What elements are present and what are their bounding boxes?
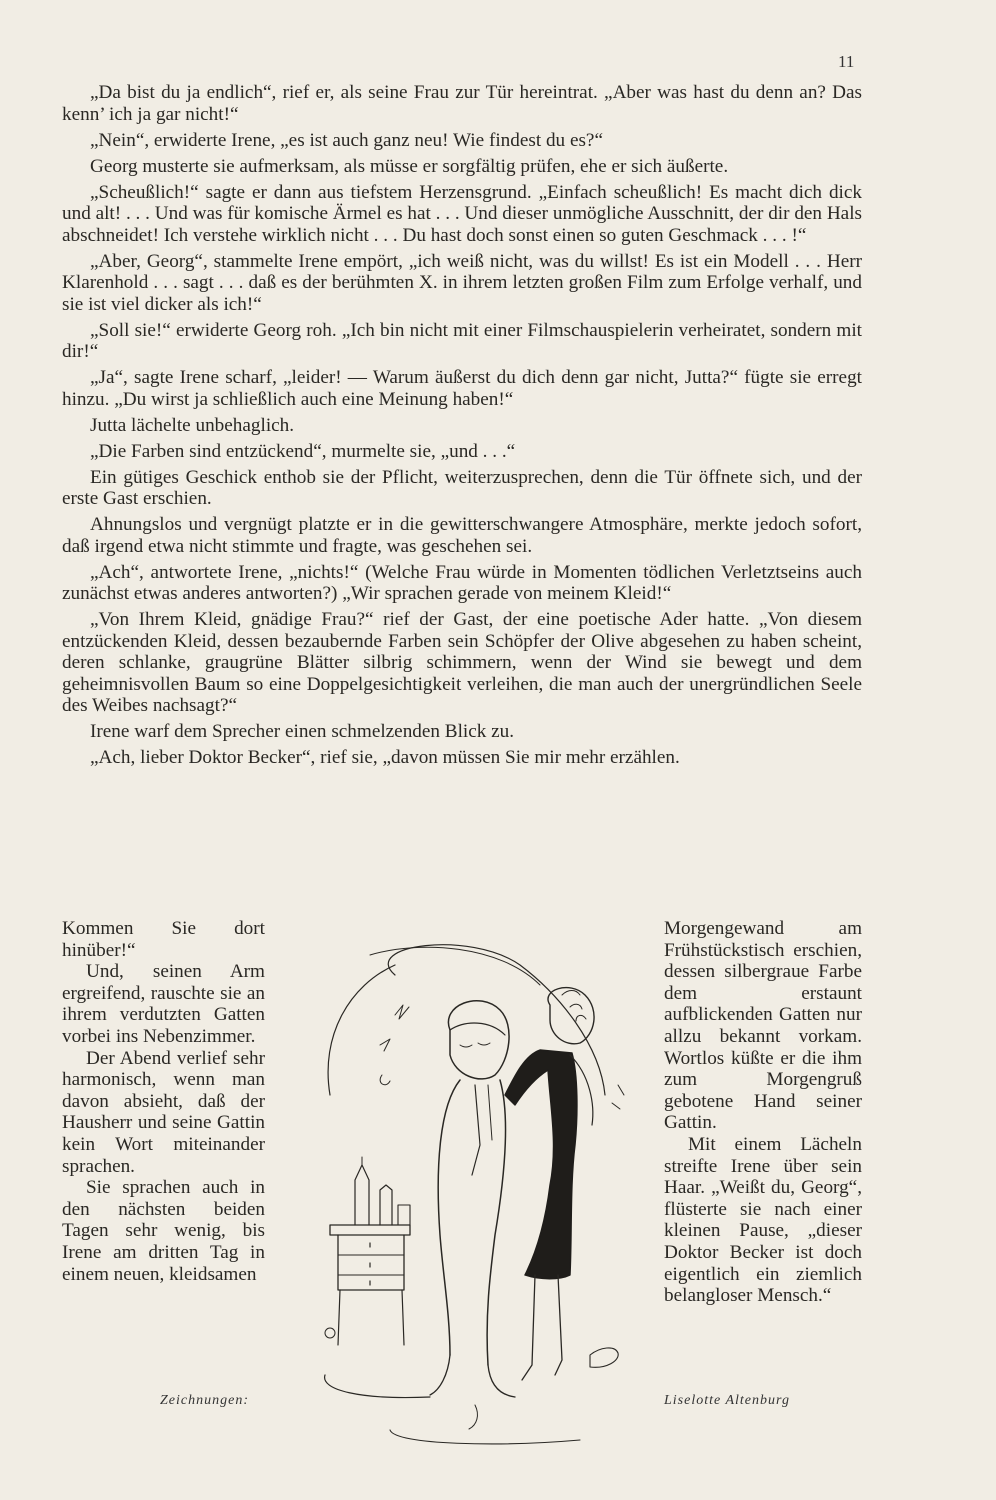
paragraph: Ein gütiges Geschick enthob sie der Pflicht, weiterzusprechen, denn die Tür öffnete sich, und der erste Gast erschien. [62, 466, 862, 509]
right-column [664, 918, 862, 1307]
paragraph: „Ach, lieber Doktor Becker“, rief sie, „davon müssen Sie mir mehr erzählen. [90, 747, 680, 768]
paragraph: „Ach“, antwortete Irene, „nichts!“ (Welche Frau würde in Momenten tödlichen Verletztseins auch zunächst etwas anderes antworten?) „Wir sprachen gerade von meinem Kleid!“ [62, 561, 862, 604]
illustration-couple-drawing [300, 935, 640, 1450]
paragraph: Kommen Sie dort hinüber!“ [62, 918, 265, 961]
illustration-credit-name: Liselotte Altenburg [664, 1393, 790, 1408]
left-column [62, 918, 265, 1285]
paragraph: Georg musterte sie aufmerksam, als müsse er sorgfältig prüfen, ehe er sich äußerte. [90, 155, 729, 177]
paragraph: Der Abend verlief sehr harmonisch, wenn man davon absieht, daß der Hausherr und seine Gattin kein Wort miteinander sprachen. [62, 1047, 265, 1177]
paragraph: „Nein“, erwiderte Irene, „es ist auch ganz neu! Wie findest du es?“ [90, 129, 603, 151]
paragraph: „Die Farben sind entzückend“, murmelte sie, „und . . .“ [90, 440, 516, 462]
paragraph: Sie sprachen auch in den nächsten beiden Tagen sehr wenig, bis Irene am dritten Tag in einem neuen, kleidsamen [62, 1177, 265, 1285]
paragraph: „Ja“, sagte Irene scharf, „leider! — Warum äußerst du dich denn gar nicht, Jutta?“ fügte sie erregt hinzu. „Du wirst ja schließlich auch eine Meinung haben!“ [62, 367, 862, 410]
paragraph: „Von Ihrem Kleid, gnädige Frau?“ rief der Gast, der eine poetische Ader hatte. „Von diesem entzückenden Kleid, dessen bezaubernde Farben sein Schöpfer der Olive abgesehen zu haben scheint, deren schlanke, graugrüne Blätter silbrig schimmern, wenn der Wind sie bewegt und dem geheimnisvollen Baum so eine Doppelgesichtigkeit verleihen, die man auch der unergründlichen Seele des Weibes nachsagt?“ [62, 609, 862, 716]
paragraph: Jutta lächelte unbehaglich. [90, 414, 295, 436]
illustration-credit-label: Zeichnungen: [160, 1393, 249, 1408]
paragraph: Irene warf dem Sprecher einen schmelzenden Blick zu. [90, 721, 515, 742]
paragraph: Ahnungslos und vergnügt platzte er in die gewitterschwangere Atmosphäre, merkte jedoch sofort, daß irgend etwa nicht stimmte und fragte, was geschehen sei. [62, 514, 862, 557]
paragraph: Morgengewand am Frühstückstisch erschien, dessen silbergraue Farbe dem erstaunt aufblickenden Gatten nur allzu bekannt vorkam. Wortlos küßte er die ihm zum Morgengruß gebotene Hand seiner Gattin. [664, 918, 862, 1134]
paragraph: Mit einem Lächeln streifte Irene über sein Haar. „Weißt du, Georg“, flüsterte sie nach einer kleinen Pause, „dieser Doktor Becker ist doch eigentlich ein ziemlich belangloser Mensch.“ [664, 1133, 862, 1307]
paragraph: „Aber, Georg“, stammelte Irene empört, „ich weiß nicht, was du willst! Es ist ein Modell . . . Herr Klarenhold . . . sagt . . . daß es der berühmten X. in ihrem letzten großen Film zum Erfolge verhalf, und sie ist viel dicker als ich!“ [62, 250, 862, 315]
paragraph: „Da bist du ja endlich“, rief er, als seine Frau zur Tür hereintrat. „Aber was hast du denn an? Das kenn’ ich ja gar nicht!“ [62, 82, 862, 125]
article-body [62, 82, 862, 769]
paragraph: Und, seinen Arm ergreifend, rauschte sie an ihrem verdutzten Gatten vorbei ins Nebenzimmer. [62, 961, 265, 1047]
paragraph: „Soll sie!“ erwiderte Georg roh. „Ich bin nicht mit einer Filmschauspielerin verheiratet, sondern mit dir!“ [62, 319, 862, 362]
page-number: 11 [838, 52, 855, 71]
paragraph: „Scheußlich!“ sagte er dann aus tiefstem Herzensgrund. „Einfach scheußlich! Es macht dich dick und alt! . . . Und was für komische Ärmel es hat . . . Und dieser unmögliche Ausschnitt, der dir den Hals abschneidet! Ich verstehe wirklich nicht . . . Du hast doch sonst einen so guten Geschmack . . . !“ [62, 181, 862, 246]
